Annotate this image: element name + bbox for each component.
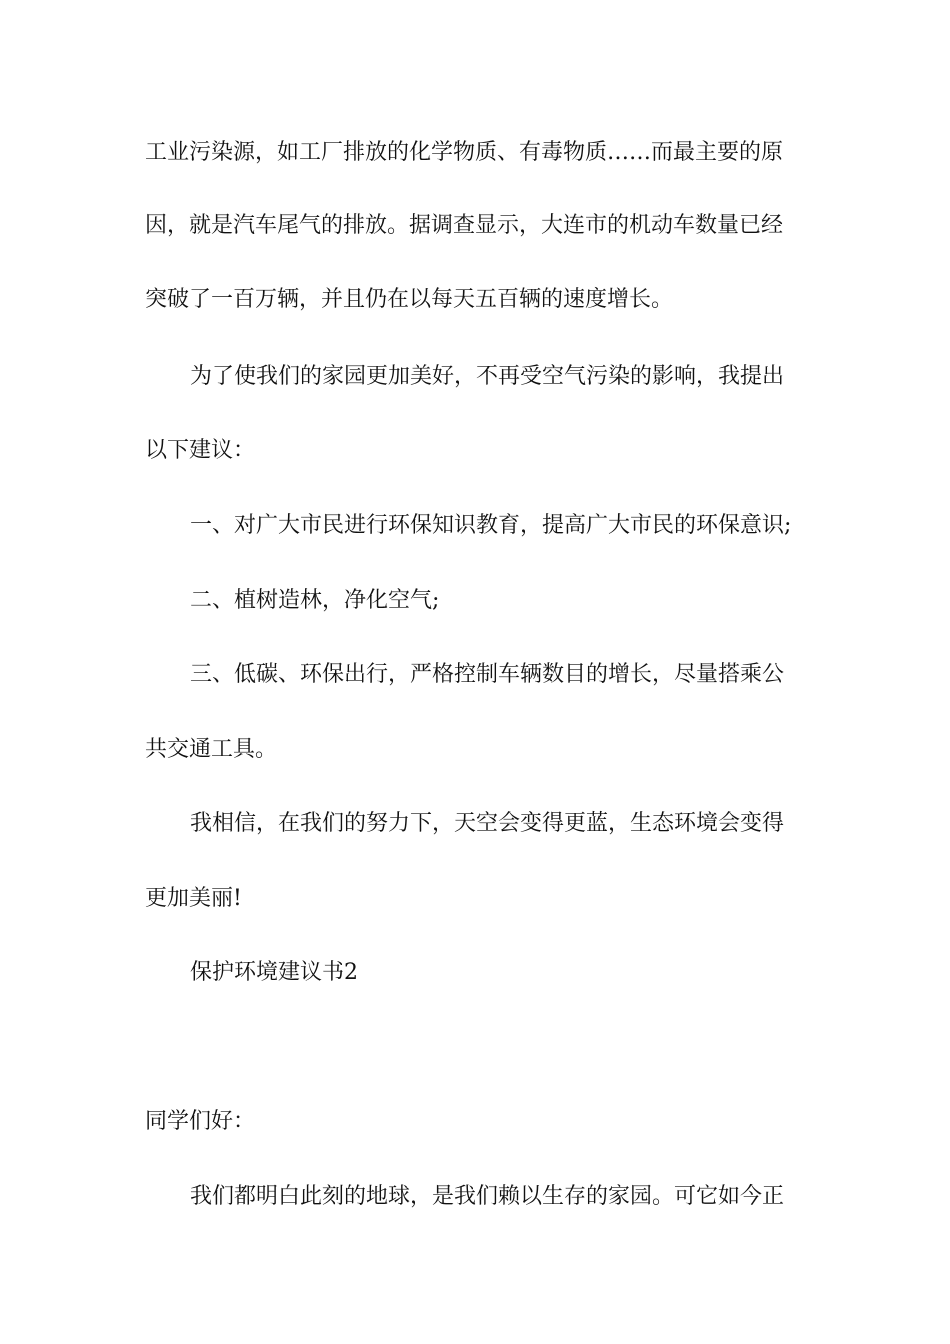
paragraph-line: 以下建议： bbox=[145, 438, 256, 463]
paragraph-line: 我相信，在我们的努力下，天空会变得更蓝，生态环境会变得 bbox=[190, 811, 785, 836]
paragraph-line: 我们都明白此刻的地球，是我们赖以生存的家园。可它如今正 bbox=[190, 1184, 785, 1209]
paragraph-line: 工业污染源，如工厂排放的化学物质、有毒物质……而最主要的原 bbox=[145, 140, 784, 165]
paragraph-line: 突破了一百万辆，并且仍在以每天五百辆的速度增长。 bbox=[145, 287, 674, 312]
suggestion-item: 二、植树造林，净化空气; bbox=[190, 588, 440, 613]
suggestion-item: 一、对广大市民进行环保知识教育，提高广大市民的环保意识; bbox=[190, 513, 792, 538]
salutation: 同学们好： bbox=[145, 1109, 256, 1134]
paragraph-line: 为了使我们的家园更加美好，不再受空气污染的影响，我提出 bbox=[190, 364, 785, 389]
paragraph-line: 更加美丽! bbox=[145, 886, 242, 911]
section-title: 保护环境建议书2 bbox=[190, 960, 358, 985]
paragraph-line: 共交通工具。 bbox=[145, 737, 278, 762]
suggestion-item: 三、低碳、环保出行，严格控制车辆数目的增长，尽量搭乘公 bbox=[190, 662, 785, 687]
paragraph-line: 因，就是汽车尾气的排放。据调查显示，大连市的机动车数量已经 bbox=[145, 213, 784, 238]
